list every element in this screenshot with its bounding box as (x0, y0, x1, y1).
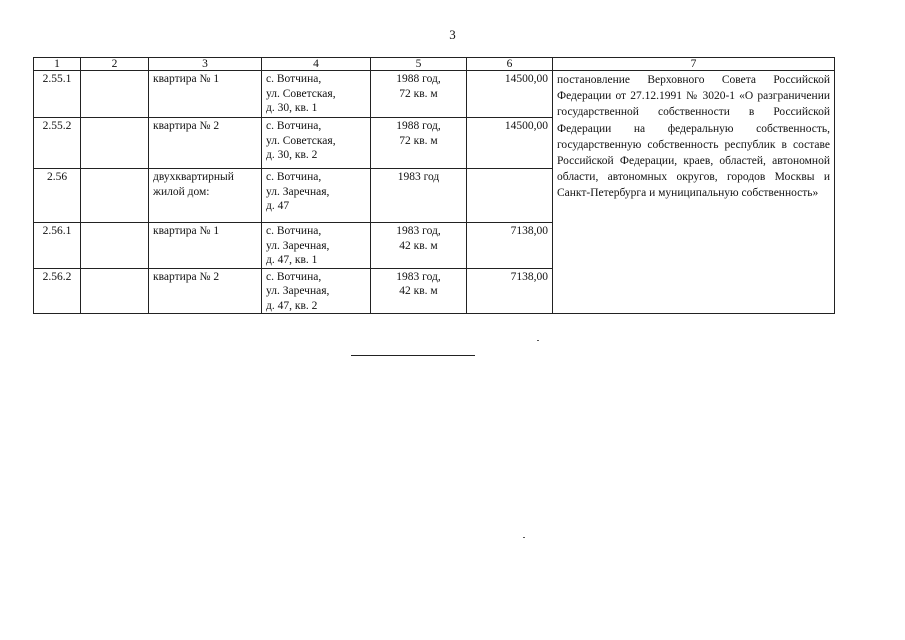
address-line: ул. Советская, (266, 87, 336, 100)
col-header-5: 5 (371, 58, 467, 71)
row-col2 (81, 118, 149, 169)
object-name: двухквартирный жилой дом: (149, 169, 262, 223)
col-header-7: 7 (553, 58, 835, 71)
address-line: д. 30, кв. 2 (266, 149, 318, 161)
col-header-1: 1 (34, 58, 81, 71)
object-year-area (371, 118, 467, 169)
object-address (262, 71, 371, 118)
row-number: 2.55.1 (34, 71, 81, 118)
row-number: 2.55.2 (34, 118, 81, 169)
address-line: с. Вотчина, (266, 171, 322, 183)
address-line: д. 47 (266, 200, 290, 212)
row-col2 (81, 223, 149, 269)
year-line: 1988 год, (396, 73, 441, 85)
object-address (262, 118, 371, 169)
property-table (33, 57, 835, 314)
address-line: ул. Заречная, (266, 285, 330, 297)
year-line: 1983 год, (396, 270, 441, 283)
object-year-area (371, 71, 467, 118)
col-header-4: 4 (262, 58, 371, 71)
row-col2 (81, 71, 149, 118)
object-name: квартира № 1 (149, 223, 262, 269)
object-address (262, 223, 371, 269)
area-line: 42 кв. м (399, 285, 438, 297)
address-line: с. Вотчина, (266, 225, 322, 237)
col-header-3: 3 (149, 58, 262, 71)
year-line: 1988 год, (396, 120, 441, 132)
basis-document: постановление Верховного Совета Российской Федерации от 27.12.1991 № 3020-1 «О разграничении государственной собственности в Российской Федерации на федеральную собственность, государственную собственность республик в составе Российской Федерации, краев, областей, автономной области, автономных округов, городов Москвы и Санкт-Петербурга и муниципальную собственность» (553, 71, 835, 314)
object-address (262, 268, 371, 314)
page-number: 3 (449, 27, 456, 42)
row-col2 (81, 169, 149, 223)
object-cost: 14500,00 (467, 71, 553, 118)
address-line: с. Вотчина, (266, 73, 322, 85)
year-line: 1983 год (397, 171, 440, 183)
address-line: ул. Заречная, (266, 185, 330, 198)
table-row (34, 71, 835, 118)
object-year-area (371, 268, 467, 314)
object-name: квартира № 1 (149, 71, 262, 118)
object-cost (467, 169, 553, 223)
object-cost: 14500,00 (467, 118, 553, 169)
object-address (262, 169, 371, 223)
object-year-area (371, 169, 467, 223)
object-name: квартира № 2 (149, 268, 262, 314)
address-line: ул. Советская, (266, 134, 336, 147)
scan-speck (537, 340, 539, 341)
address-line: д. 47, кв. 2 (266, 299, 318, 312)
row-number: 2.56.1 (34, 223, 81, 269)
object-cost: 7138,00 (467, 223, 553, 269)
row-number: 2.56 (34, 169, 81, 223)
col-header-2: 2 (81, 58, 149, 71)
row-number: 2.56.2 (34, 268, 81, 314)
address-line: д. 47, кв. 1 (266, 254, 318, 266)
col-header-6: 6 (467, 58, 553, 71)
area-line: 42 кв. м (399, 239, 438, 252)
object-name: квартира № 2 (149, 118, 262, 169)
end-of-document-rule (351, 355, 475, 356)
header-row (34, 58, 835, 71)
address-line: с. Вотчина, (266, 270, 322, 283)
object-year-area (371, 223, 467, 269)
scan-speck (523, 537, 525, 538)
address-line: ул. Заречная, (266, 239, 330, 252)
row-col2 (81, 268, 149, 314)
address-line: с. Вотчина, (266, 120, 322, 132)
year-line: 1983 год, (396, 225, 441, 237)
area-line: 72 кв. м (399, 87, 438, 100)
object-cost: 7138,00 (467, 268, 553, 314)
address-line: д. 30, кв. 1 (266, 102, 318, 114)
area-line: 72 кв. м (399, 134, 438, 147)
